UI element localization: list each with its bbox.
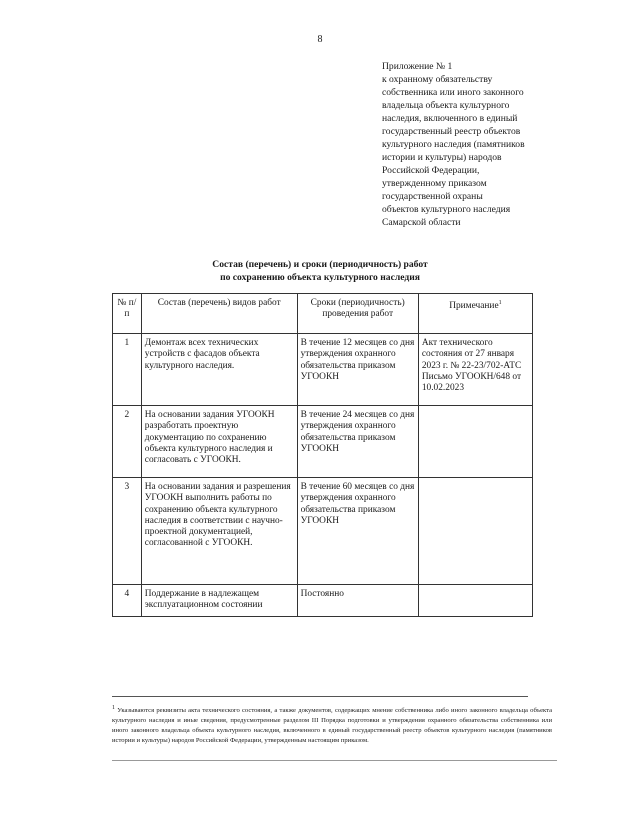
header-num: № п/п — [113, 294, 142, 334]
appendix-line: владельца объекта культурного — [382, 100, 510, 111]
table-row — [113, 406, 533, 478]
table-header-row — [113, 294, 533, 334]
row-note — [418, 585, 532, 617]
row-works: Поддержание в надлежащем эксплуатационном состоянии — [141, 585, 297, 617]
row-terms: В течение 60 месяцев со дня утверждения охранного обязательства приказом УГООКН — [297, 478, 418, 585]
appendix-line: объектов культурного наследия — [382, 204, 511, 215]
row-works: На основании задания УГООКН разработать проектную документацию по сохранению объекта культурного наследия и согласовать с УГООКН. — [141, 406, 297, 478]
appendix-line: истории и культуры) народов — [382, 152, 502, 163]
bottom-divider — [112, 760, 557, 761]
document-title — [0, 258, 640, 284]
appendix-line: культурного наследия (памятников — [382, 139, 525, 150]
header-note-label: Примечание — [449, 301, 499, 312]
header-works: Состав (перечень) видов работ — [141, 294, 297, 334]
title-line-2: по сохранению объекта культурного наследия — [220, 272, 420, 283]
appendix-line: Самарской области — [382, 217, 461, 228]
header-note — [418, 294, 532, 334]
row-terms: Постоянно — [297, 585, 418, 617]
table-row — [113, 334, 533, 406]
footnote-divider — [112, 696, 528, 697]
footnote-text: Указываются реквизиты акта технического состояния, а также документов, содержащих мнение собственника либо иного законного владельца объекта культурного наследия и иные сведения, предусмотренные разделом III Порядка подготовки и утверждения охранного обязательства собственника или иного законного владельца объекта культурного наследия, включенного в единый государственный реестр объектов культурного наследия (памятников истории и культуры) народов Российской Федерации, утвержденным настоящим приказом. — [112, 707, 553, 744]
page-number: 8 — [317, 34, 323, 45]
header-terms: Сроки (периодичность) проведения работ — [297, 294, 418, 334]
footnote-ref: 1 — [498, 300, 502, 306]
appendix-line: к охранному обязательству — [382, 74, 493, 85]
row-works: Демонтаж всех технических устройств с фасадов объекта культурного наследия. — [141, 334, 297, 406]
footnote — [112, 704, 552, 745]
row-note — [418, 478, 532, 585]
works-table — [112, 293, 533, 617]
row-num: 2 — [113, 406, 142, 478]
row-num: 4 — [113, 585, 142, 617]
row-note: Акт технического состояния от 27 января 2023 г. № 22-23/702-АТС Письмо УГООКН/648 от 10.02.2023 — [418, 334, 532, 406]
row-terms: В течение 12 месяцев со дня утверждения охранного обязательства приказом УГООКН — [297, 334, 418, 406]
appendix-line: Российской Федерации, — [382, 165, 480, 176]
row-num: 3 — [113, 478, 142, 585]
table-row — [113, 478, 533, 585]
appendix-header — [382, 60, 582, 229]
appendix-line: наследия, включенного в единый — [382, 113, 518, 124]
row-num: 1 — [113, 334, 142, 406]
appendix-line: утвержденному приказом — [382, 178, 487, 189]
title-line-1: Состав (перечень) и сроки (периодичность) работ — [212, 259, 428, 270]
appendix-line: государственной охраны — [382, 191, 483, 202]
footnote-marker: 1 — [112, 705, 115, 711]
table-row — [113, 585, 533, 617]
appendix-line: собственника или иного законного — [382, 87, 524, 98]
row-note — [418, 406, 532, 478]
row-terms: В течение 24 месяцев со дня утверждения охранного обязательства приказом УГООКН — [297, 406, 418, 478]
appendix-line: государственный реестр объектов — [382, 126, 521, 137]
appendix-line: Приложение № 1 — [382, 61, 453, 72]
row-works: На основании задания и разрешения УГООКН выполнить работы по сохранению объекта культурного наследия в соответствии с научно-проектной документацией, согласованной с УГООКН. — [141, 478, 297, 585]
